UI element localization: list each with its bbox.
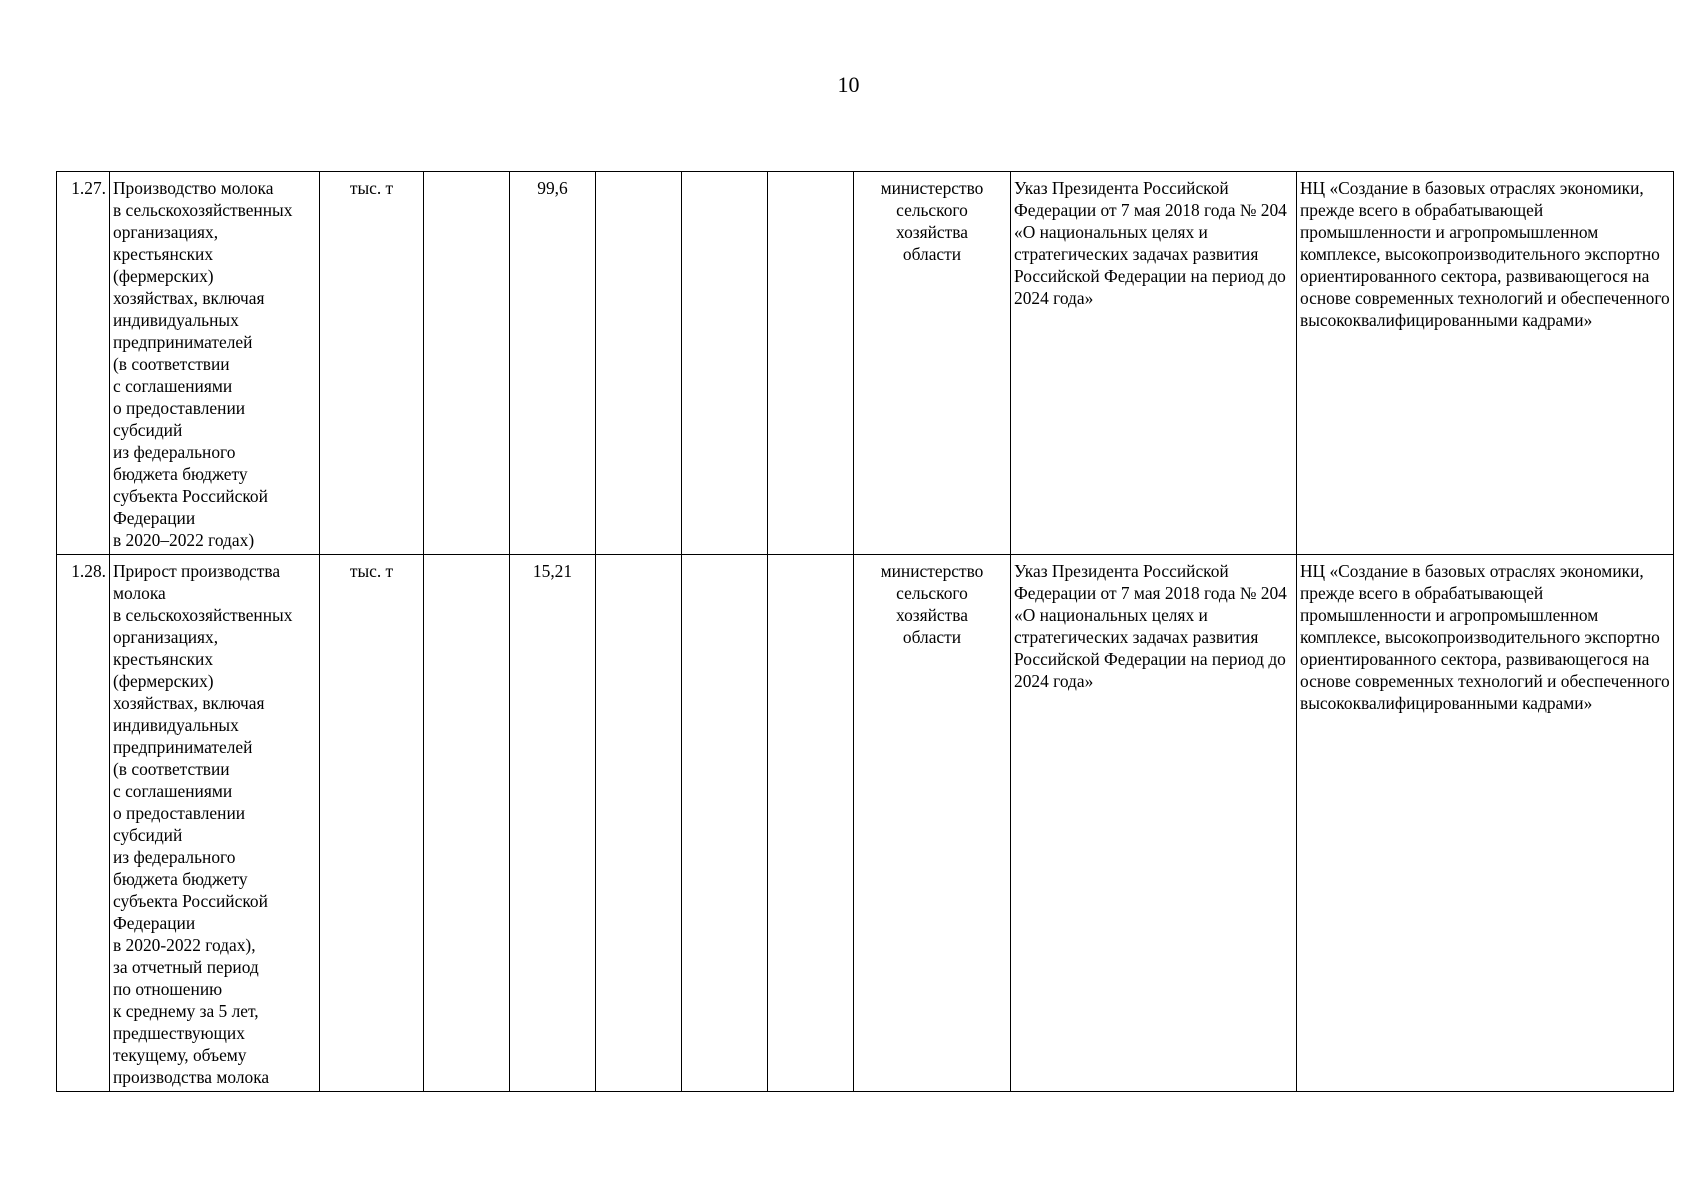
value-cell: 15,21 (510, 555, 596, 1092)
table-row (57, 555, 1674, 1092)
table-row (57, 172, 1674, 555)
year-1-cell (596, 172, 682, 555)
unit-cell: тыс. т (320, 555, 424, 1092)
goal-cell: НЦ «Создание в базовых отраслях экономики, прежде всего в обрабатывающей промышленности и агропромышленном комплексе, высокопроизводительного экспортно ориентированного сектора, развивающегося на основе современных технологий и обеспеченного высококвалифицированными кадрами» (1297, 555, 1674, 1092)
responsible-cell: министерство сельского хозяйства области (854, 172, 1011, 555)
indicators-table (56, 171, 1674, 1092)
goal-cell: НЦ «Создание в базовых отраслях экономики, прежде всего в обрабатывающей промышленности и агропромышленном комплексе, высокопроизводительного экспортно ориентированного сектора, развивающегося на основе современных технологий и обеспеченного высококвалифицированными кадрами» (1297, 172, 1674, 555)
responsible-cell: министерство сельского хозяйства области (854, 555, 1011, 1092)
row-number: 1.28. (57, 555, 110, 1092)
row-number: 1.27. (57, 172, 110, 555)
base-value-cell (424, 172, 510, 555)
unit-cell: тыс. т (320, 172, 424, 555)
page-number: 10 (837, 72, 860, 97)
value-cell: 99,6 (510, 172, 596, 555)
year-3-cell (768, 172, 854, 555)
year-1-cell (596, 555, 682, 1092)
document-cell: Указ Президента Российской Федерации от 7 мая 2018 года № 204 «О национальных целях и стратегических задачах развития Российской Федерации на период до 2024 года» (1011, 555, 1297, 1092)
document-cell: Указ Президента Российской Федерации от 7 мая 2018 года № 204 «О национальных целях и стратегических задачах развития Российской Федерации на период до 2024 года» (1011, 172, 1297, 555)
base-value-cell (424, 555, 510, 1092)
year-2-cell (682, 555, 768, 1092)
indicator-name: Производство молока в сельскохозяйственных организациях, крестьянских (фермерских) хозяйствах, включая индивидуальных предпринимателей (в соответствии с соглашениями о предоставлении субсидий из федерального бюджета бюджету субъекта Российской Федерации в 2020–2022 годах) (110, 172, 320, 555)
indicator-name: Прирост производства молока в сельскохозяйственных организациях, крестьянских (фермерских) хозяйствах, включая индивидуальных предпринимателей (в соответствии с соглашениями о предоставлении субсидий из федерального бюджета бюджету субъекта Российской Федерации в 2020-2022 годах), за отчетный период по отношению к среднему за 5 лет, предшествующих текущему, объему производства молока (110, 555, 320, 1092)
year-3-cell (768, 555, 854, 1092)
year-2-cell (682, 172, 768, 555)
